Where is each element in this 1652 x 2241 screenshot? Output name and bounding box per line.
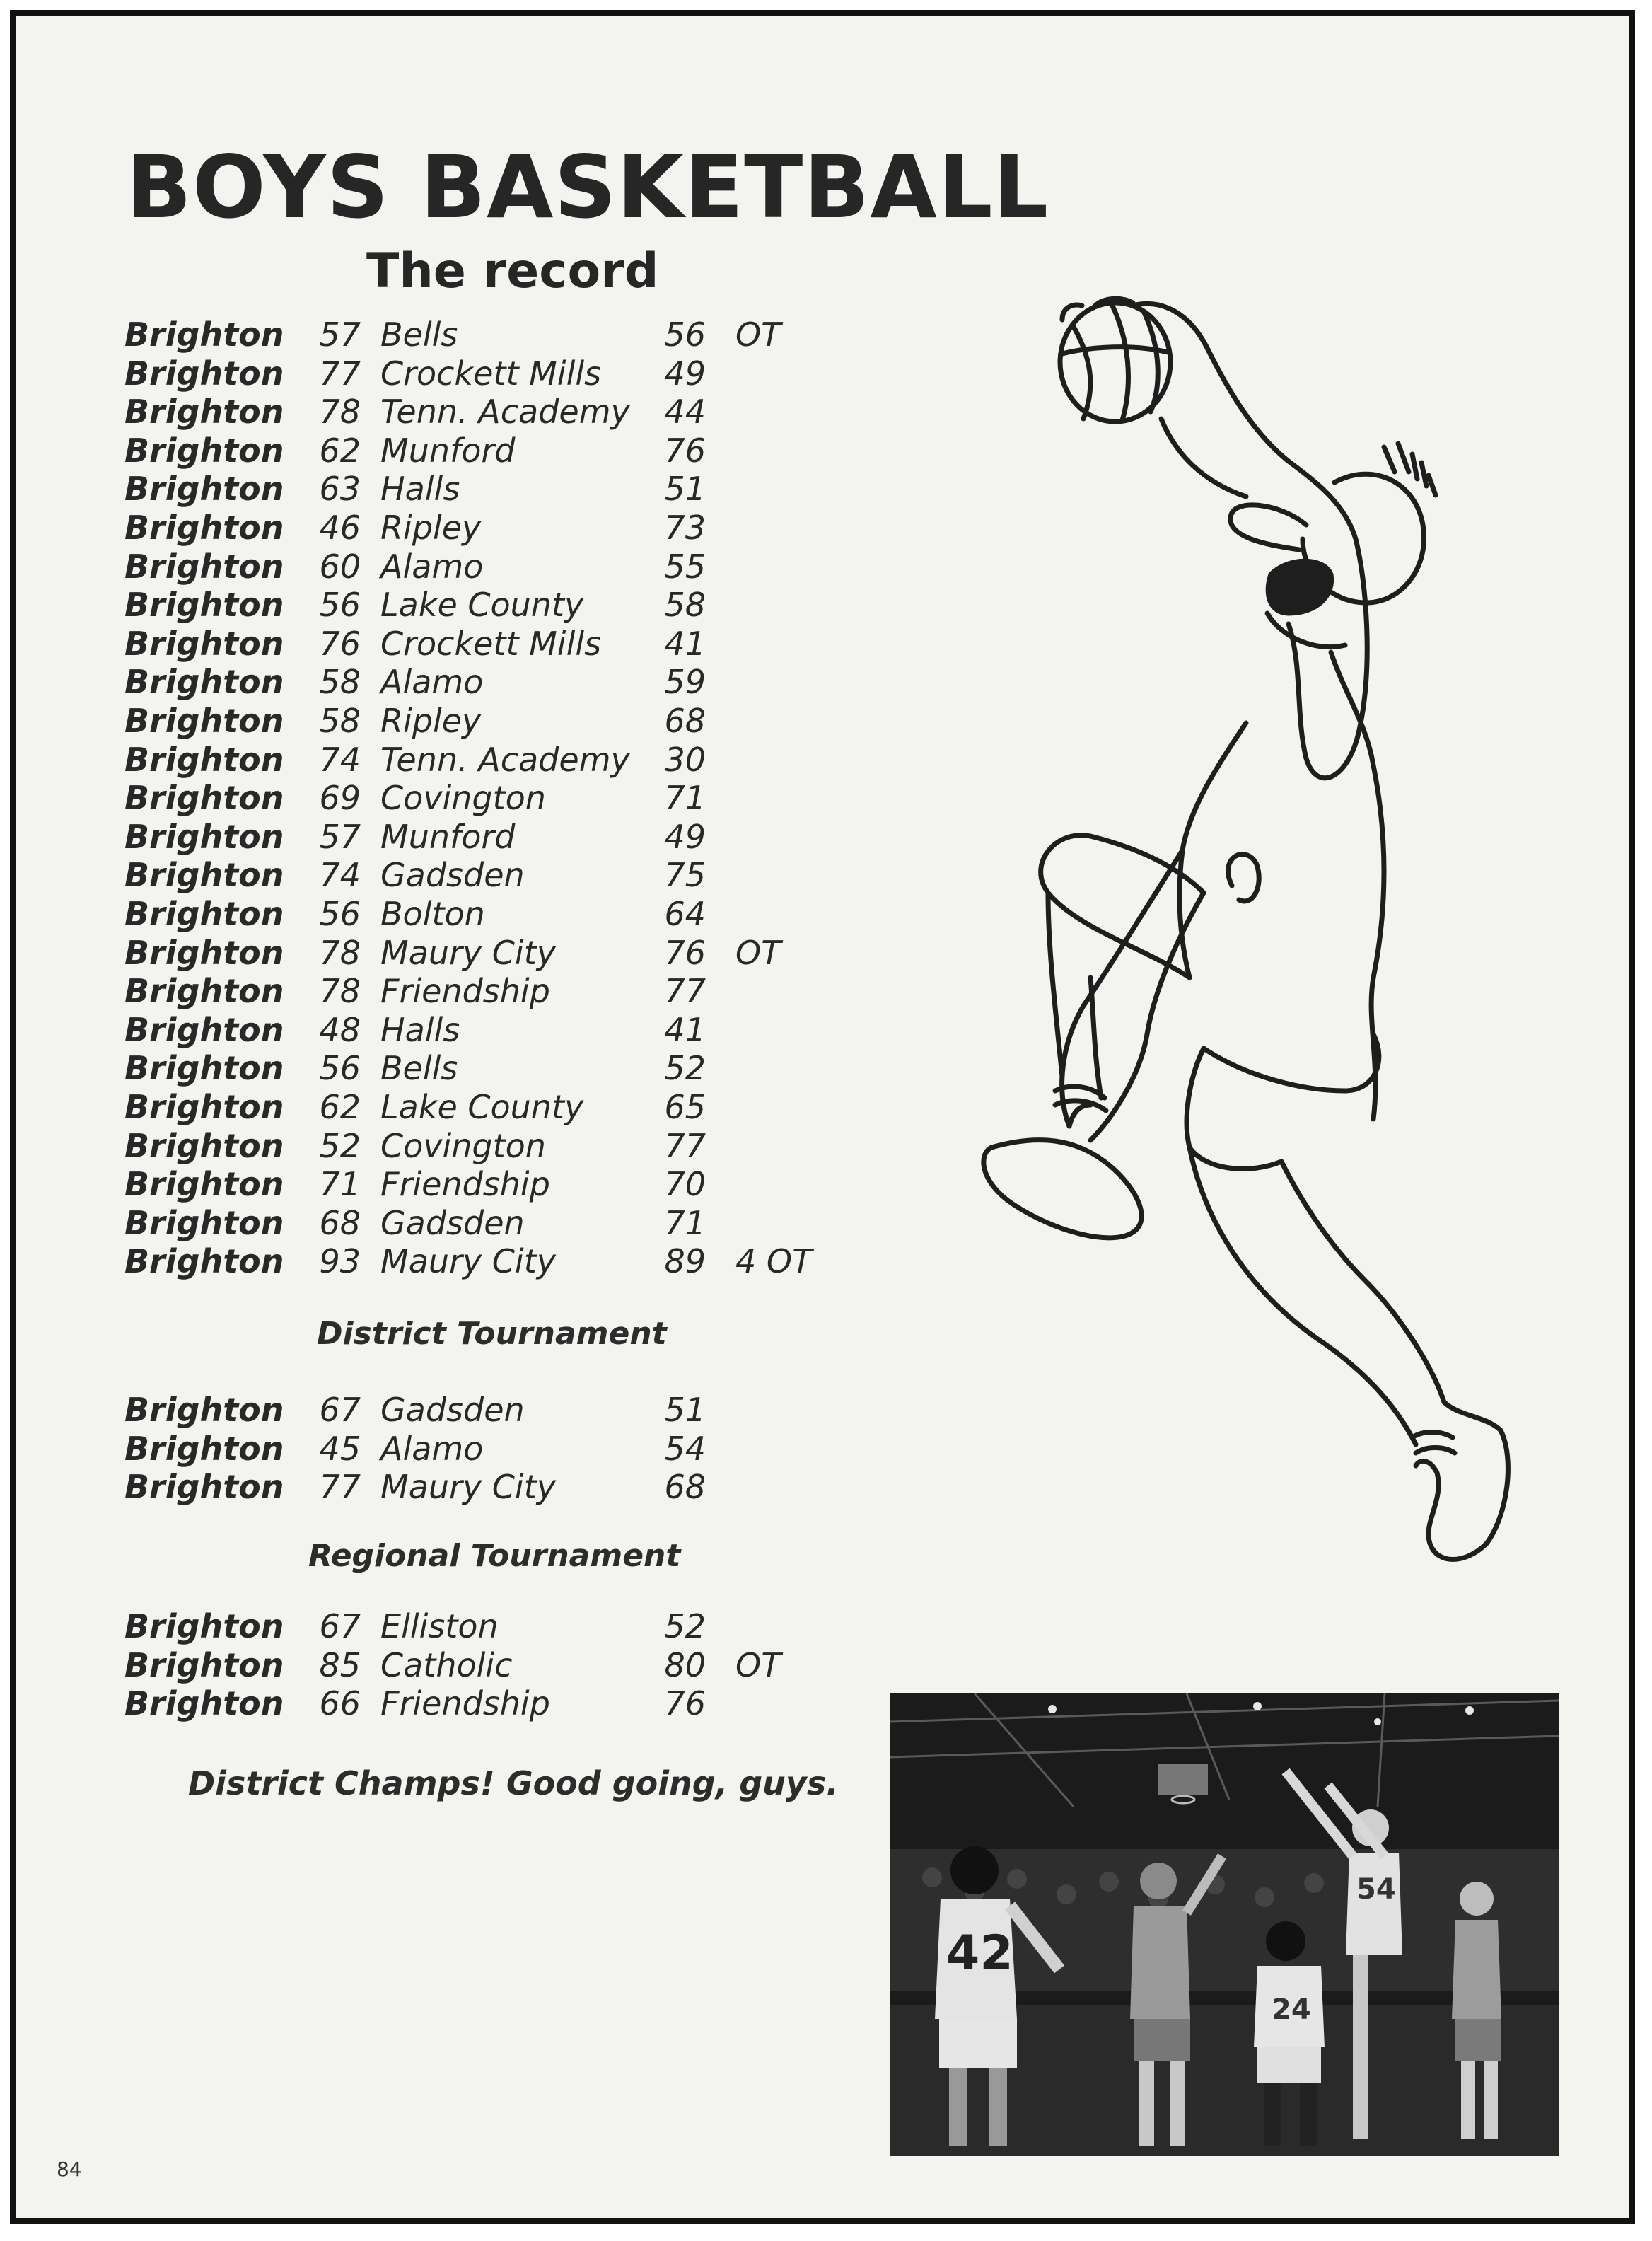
team-score: 74 — [319, 740, 361, 779]
caption: District Champs! Good going, guys. — [188, 1764, 839, 1802]
team-score: 46 — [319, 509, 361, 547]
opponent-name: Ripley — [380, 702, 482, 740]
opponent-score: 76 — [664, 431, 706, 470]
opponent-name: Halls — [380, 470, 460, 509]
team-score: 77 — [319, 1468, 361, 1507]
result-row — [16, 1204, 864, 1242]
team-name: Brighton — [124, 779, 284, 818]
team-name: Brighton — [124, 1088, 284, 1126]
team-name: Brighton — [124, 431, 284, 470]
team-name: Brighton — [124, 702, 284, 740]
result-row — [16, 1242, 864, 1280]
team-name: Brighton — [124, 856, 284, 895]
opponent-score: 49 — [664, 354, 706, 393]
game-photo — [890, 1693, 1559, 2156]
team-score: 71 — [319, 1165, 361, 1204]
opponent-name: Catholic — [380, 1645, 513, 1684]
result-row — [16, 1430, 864, 1468]
opponent-score: 76 — [664, 933, 706, 972]
team-score: 62 — [319, 1088, 361, 1126]
team-score: 57 — [319, 315, 361, 354]
team-score: 58 — [319, 663, 361, 702]
opponent-name: Munford — [380, 431, 516, 470]
team-score: 60 — [319, 547, 361, 586]
opponent-name: Friendship — [380, 1165, 550, 1204]
result-row — [16, 315, 864, 354]
team-name: Brighton — [124, 972, 284, 1011]
opponent-name: Gadsden — [380, 1203, 525, 1242]
result-row — [16, 895, 864, 933]
team-score: 52 — [319, 1126, 361, 1165]
result-row — [16, 1165, 864, 1203]
team-name: Brighton — [124, 1645, 284, 1684]
opponent-score: 73 — [664, 509, 706, 547]
team-score: 66 — [319, 1684, 361, 1723]
team-name: Brighton — [124, 315, 284, 354]
opponent-score: 44 — [664, 393, 706, 432]
result-row — [16, 548, 864, 586]
team-name: Brighton — [124, 1684, 284, 1723]
opponent-score: 68 — [664, 702, 706, 740]
opponent-name: Halls — [380, 1010, 460, 1049]
jersey-number: 54 — [1356, 1873, 1396, 1906]
opponent-name: Covington — [380, 779, 546, 818]
team-name: Brighton — [124, 895, 284, 933]
team-score: 63 — [319, 470, 361, 509]
opponent-name: Gadsden — [380, 1391, 525, 1429]
opponent-name: Maury City — [380, 933, 556, 972]
team-name: Brighton — [124, 663, 284, 702]
team-name: Brighton — [124, 933, 284, 972]
result-row — [16, 432, 864, 470]
section-heading: District Tournament — [317, 1316, 667, 1352]
overtime-note: OT — [735, 1645, 781, 1684]
opponent-name: Bells — [380, 315, 458, 354]
result-row — [16, 1127, 864, 1165]
team-name: Brighton — [124, 547, 284, 586]
opponent-name: Ripley — [380, 509, 482, 547]
opponent-score: 76 — [664, 1684, 706, 1723]
result-row — [16, 470, 864, 508]
result-row — [16, 586, 864, 624]
team-score: 48 — [319, 1010, 361, 1049]
opponent-name: Covington — [380, 1126, 546, 1165]
result-row — [16, 1049, 864, 1087]
opponent-name: Tenn. Academy — [380, 393, 630, 432]
result-row — [16, 972, 864, 1010]
opponent-name: Maury City — [380, 1468, 556, 1507]
opponent-score: 55 — [664, 547, 706, 586]
page-title: BOYS BASKETBALL — [126, 137, 1049, 238]
opponent-score: 65 — [664, 1088, 706, 1126]
result-row — [16, 1468, 864, 1506]
team-name: Brighton — [124, 1242, 284, 1281]
result-row — [16, 818, 864, 856]
team-score: 78 — [319, 972, 361, 1011]
opponent-score: 51 — [664, 1391, 706, 1429]
team-score: 74 — [319, 856, 361, 895]
team-score: 69 — [319, 779, 361, 818]
team-score: 76 — [319, 624, 361, 663]
opponent-score: 30 — [664, 740, 706, 779]
result-row — [16, 1088, 864, 1126]
page-number: 84 — [57, 2158, 82, 2181]
jersey-number: 24 — [1272, 1993, 1311, 2026]
result-row — [16, 1391, 864, 1429]
team-score: 45 — [319, 1429, 361, 1468]
opponent-name: Alamo — [380, 663, 484, 702]
opponent-name: Bolton — [380, 895, 485, 933]
team-name: Brighton — [124, 1126, 284, 1165]
opponent-name: Friendship — [380, 972, 550, 1011]
team-score: 85 — [319, 1645, 361, 1684]
opponent-name: Maury City — [380, 1242, 556, 1281]
opponent-score: 71 — [664, 1203, 706, 1242]
opponent-score: 70 — [664, 1165, 706, 1204]
opponent-score: 77 — [664, 1126, 706, 1165]
opponent-name: Lake County — [380, 1088, 584, 1126]
opponent-name: Alamo — [380, 1429, 484, 1468]
team-score: 78 — [319, 393, 361, 432]
opponent-score: 77 — [664, 972, 706, 1011]
result-row — [16, 741, 864, 779]
team-score: 93 — [319, 1242, 361, 1281]
opponent-score: 89 — [664, 1242, 706, 1281]
basketball-icon — [1060, 303, 1170, 422]
opponent-name: Elliston — [380, 1607, 499, 1645]
overtime-note: OT — [735, 315, 781, 354]
opponent-score: 59 — [664, 663, 706, 702]
jersey-number: 42 — [946, 1926, 1013, 1981]
opponent-name: Gadsden — [380, 856, 525, 895]
opponent-name: Crockett Mills — [380, 624, 602, 663]
team-name: Brighton — [124, 817, 284, 856]
overtime-note: OT — [735, 933, 781, 972]
team-name: Brighton — [124, 354, 284, 393]
team-name: Brighton — [124, 1010, 284, 1049]
result-row — [16, 702, 864, 740]
team-score: 56 — [319, 586, 361, 625]
section-heading: Regional Tournament — [308, 1538, 681, 1574]
team-score: 68 — [319, 1203, 361, 1242]
team-name: Brighton — [124, 1203, 284, 1242]
result-row — [16, 354, 864, 393]
result-row — [16, 934, 864, 972]
opponent-name: Alamo — [380, 547, 484, 586]
result-row — [16, 1011, 864, 1049]
opponent-name: Bells — [380, 1049, 458, 1088]
team-name: Brighton — [124, 470, 284, 509]
result-row — [16, 663, 864, 701]
result-row — [16, 1607, 864, 1645]
opponent-score: 80 — [664, 1645, 706, 1684]
team-score: 67 — [319, 1391, 361, 1429]
yearbook-page — [10, 10, 1635, 2224]
opponent-score: 64 — [664, 895, 706, 933]
opponent-name: Tenn. Academy — [380, 740, 630, 779]
opponent-score: 68 — [664, 1468, 706, 1507]
team-score: 56 — [319, 1049, 361, 1088]
team-name: Brighton — [124, 1468, 284, 1507]
result-row — [16, 393, 864, 431]
team-score: 78 — [319, 933, 361, 972]
team-score: 56 — [319, 895, 361, 933]
opponent-score: 56 — [664, 315, 706, 354]
opponent-name: Lake County — [380, 586, 584, 625]
team-name: Brighton — [124, 1429, 284, 1468]
team-name: Brighton — [124, 586, 284, 625]
opponent-score: 54 — [664, 1429, 706, 1468]
team-score: 62 — [319, 431, 361, 470]
result-row — [16, 779, 864, 817]
team-name: Brighton — [124, 1165, 284, 1204]
opponent-name: Munford — [380, 817, 516, 856]
opponent-score: 52 — [664, 1049, 706, 1088]
opponent-score: 41 — [664, 1010, 706, 1049]
opponent-score: 58 — [664, 586, 706, 625]
result-row — [16, 625, 864, 663]
result-row — [16, 509, 864, 547]
team-name: Brighton — [124, 740, 284, 779]
team-name: Brighton — [124, 1049, 284, 1088]
result-row — [16, 1684, 864, 1722]
team-name: Brighton — [124, 393, 284, 432]
team-name: Brighton — [124, 1607, 284, 1645]
opponent-score: 75 — [664, 856, 706, 895]
overtime-note: 4 OT — [735, 1242, 813, 1281]
result-row — [16, 856, 864, 894]
team-name: Brighton — [124, 624, 284, 663]
result-row — [16, 1646, 864, 1684]
opponent-name: Friendship — [380, 1684, 550, 1723]
opponent-score: 71 — [664, 779, 706, 818]
team-score: 57 — [319, 817, 361, 856]
basketball-player-cartoon — [949, 270, 1586, 1586]
page-subtitle: The record — [366, 243, 659, 299]
opponent-score: 51 — [664, 470, 706, 509]
team-score: 67 — [319, 1607, 361, 1645]
results-table — [16, 16, 864, 1855]
opponent-score: 41 — [664, 624, 706, 663]
team-score: 58 — [319, 702, 361, 740]
team-score: 77 — [319, 354, 361, 393]
opponent-name: Crockett Mills — [380, 354, 602, 393]
team-name: Brighton — [124, 509, 284, 547]
opponent-score: 49 — [664, 817, 706, 856]
team-name: Brighton — [124, 1391, 284, 1429]
opponent-score: 52 — [664, 1607, 706, 1645]
